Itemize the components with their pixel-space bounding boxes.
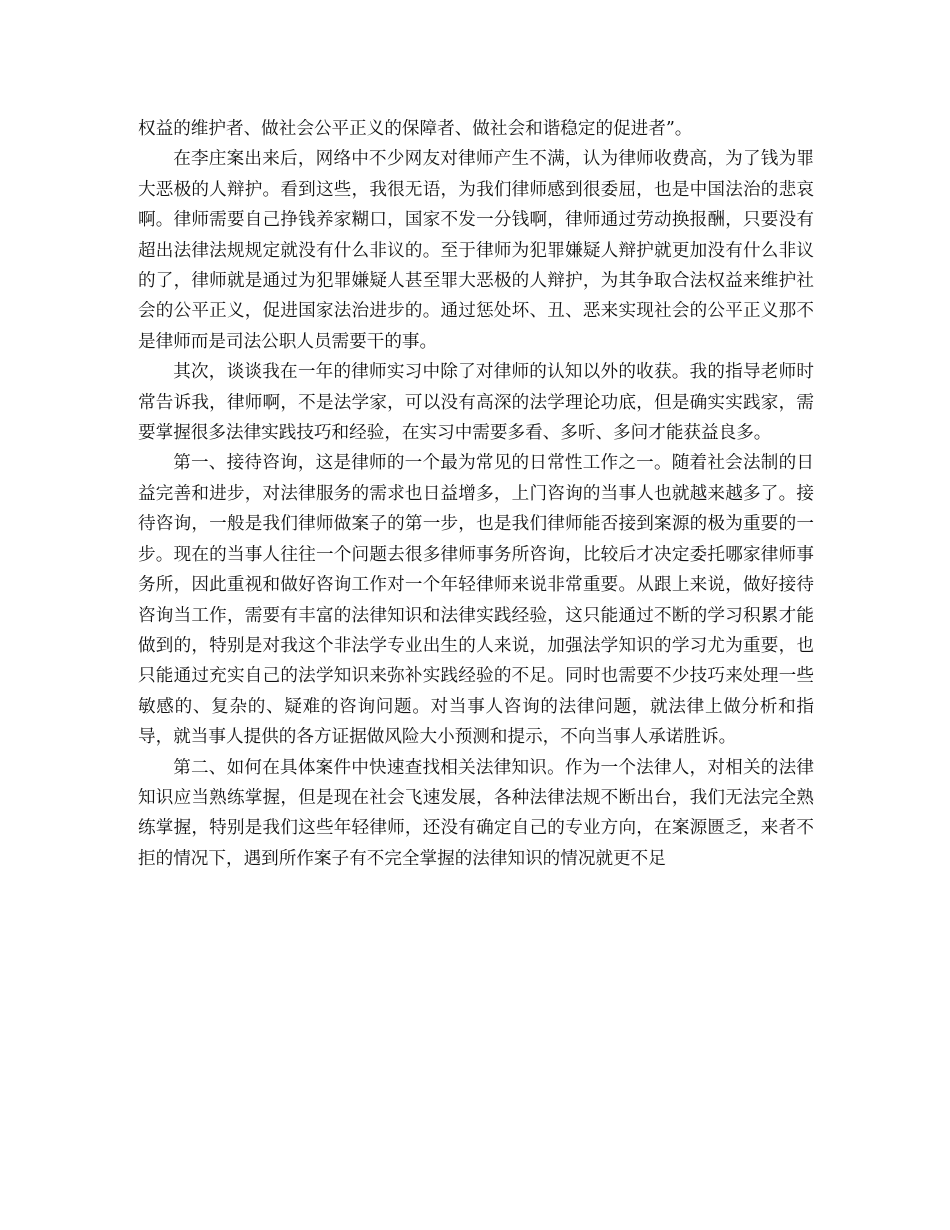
paragraph: 其次，谈谈我在一年的律师实习中除了对律师的认知以外的收获。我的指导老师时常告诉我，律师啊，不是法学家，可以没有高深的法学理论功底，但是确实实践家，需要掌握很多法律实践技巧和经验，在实习中需要多看、多听、多问才能获益良多。: [138, 362, 814, 444]
paragraph: 在李庄案出来后，网络中不少网友对律师产生不满，认为律师收费高，为了钱为罪大恶极的人辩护。看到这些，我很无语，为我们律师感到很委屈，也是中国法治的悲哀啊。律师需要自己挣钱养家糊口，国家不发一分钱啊，律师通过劳动换报酬，只要没有超出法律法规规定就没有什么非议的。至于律师为犯罪嫌疑人辩护就更加没有什么非议的了，律师就是通过为犯罪嫌疑人甚至罪大恶极的人辩护，为其争取合法权益来维护社会的公平正义，促进国家法治进步的。通过惩处坏、丑、恶来实现社会的公平正义那不是律师而是司法公职人员需要干的事。: [138, 149, 814, 352]
paragraph-continuation: 权益的维护者、做社会公平正义的保障者、做社会和谐稳定的促进者”。: [138, 119, 693, 139]
paragraph: 第二、如何在具体案件中快速查找相关法律知识。作为一个法律人，对相关的法律知识应当熟练掌握，但是现在社会飞速发展，各种法律法规不断出台，我们无法完全熟练掌握，特别是我们这些年轻律师，还没有确定自己的专业方向，在案源匮乏，来者不拒的情况下，遇到所作案子有不完全掌握的法律知识的情况就更不足: [138, 757, 814, 869]
paragraph: 第一、接待咨询，这是律师的一个最为常见的日常性工作之一。随着社会法制的日益完善和进步，对法律服务的需求也日益增多，上门咨询的当事人也就越来越多了。接待咨询，一般是我们律师做案子的第一步，也是我们律师能否接到案源的极为重要的一步。现在的当事人往往一个问题去很多律师事务所咨询，比较后才决定委托哪家律师事务所，因此重视和做好咨询工作对一个年轻律师来说非常重要。从跟上来说，做好接待咨询当工作，需要有丰富的法律知识和法律实践经验，这只能通过不断的学习积累才能做到的，特别是对我这个非法学专业出生的人来说，加强法学知识的学习尤为重要，也只能通过充实自己的法学知识来弥补实践经验的不足。同时也需要不少技巧来处理一些敏感的、复杂的、疑难的咨询问题。对当事人咨询的法律问题，就法律上做分析和指导，就当事人提供的各方证据做风险大小预测和提示，不向当事人承诺胜诉。: [138, 453, 814, 748]
document-body: [138, 114, 814, 874]
